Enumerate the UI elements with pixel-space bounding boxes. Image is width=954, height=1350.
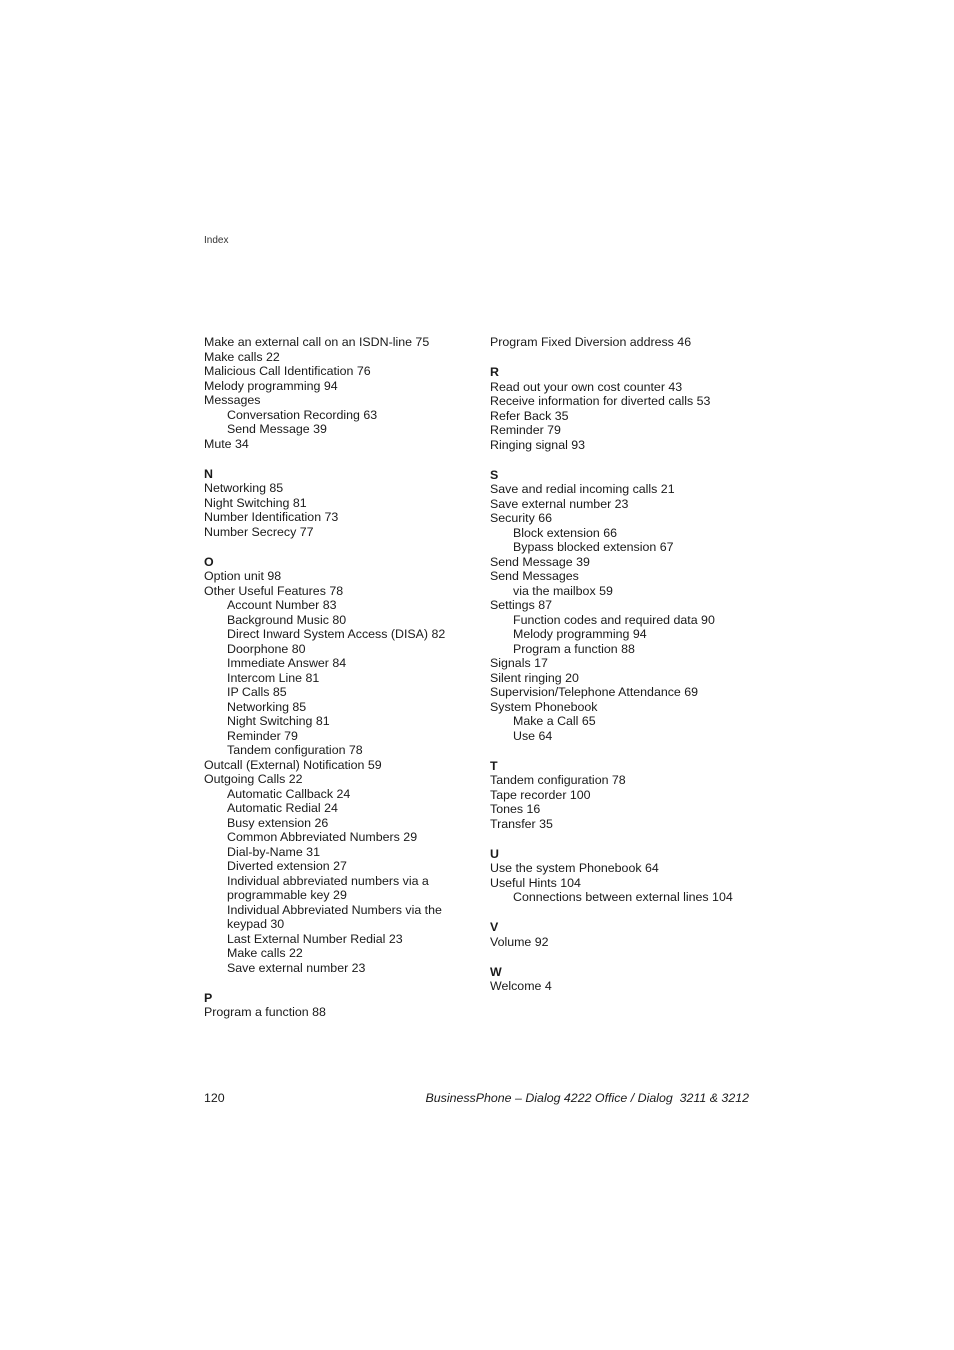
index-subentry: Doorphone 80 [227, 641, 306, 656]
index-entry: Send Messages [490, 569, 579, 583]
index-entry: Silent ringing 20 [490, 670, 579, 685]
index-letter-heading: R [490, 365, 499, 379]
index-subentry: Direct Inward System Access (DISA) 82 [227, 627, 446, 641]
index-subentry: Automatic Redial 24 [227, 801, 338, 815]
index-column-left [204, 335, 474, 1020]
index-entry: Welcome 4 [490, 979, 552, 993]
index-entry: Use the system Phonebook 64 [490, 861, 659, 875]
index-subentry: Send Message 39 [227, 422, 327, 436]
index-entry: Tones 16 [490, 802, 541, 816]
index-entry: Tape recorder 100 [490, 787, 591, 802]
index-entry: Night Switching 81 [204, 495, 307, 510]
index-entry: Messages [204, 393, 261, 407]
index-subentry: Individual Abbreviated Numbers via the keypad 30 [227, 902, 442, 931]
index-entry: Make an external call on an ISDN-line 75 [204, 335, 430, 349]
index-subentry: Account Number 83 [227, 598, 337, 612]
index-entry: Send Message 39 [490, 554, 590, 569]
index-subentry: Immediate Answer 84 [227, 656, 347, 670]
index-subentry: Background Music 80 [227, 612, 347, 627]
index-subentry: Common Abbreviated Numbers 29 [227, 830, 418, 844]
index-letter-heading: P [204, 990, 213, 1005]
index-subentry: Function codes and required data 90 [513, 612, 715, 627]
index-letter-heading: U [490, 846, 499, 861]
index-entry: System Phonebook [490, 699, 598, 714]
index-letter-heading: W [490, 964, 502, 979]
index-subentry: via the mailbox 59 [513, 583, 613, 598]
index-entry: Program a function 88 [204, 1005, 326, 1019]
index-subentry: Block extension 66 [513, 525, 618, 540]
index-subentry: Program a function 88 [513, 641, 635, 656]
index-entry: Settings 87 [490, 598, 552, 612]
index-subentry: Night Switching 81 [227, 714, 330, 728]
index-entry: Receive information for diverted calls 53 [490, 394, 711, 408]
index-entry: Save external number 23 [490, 496, 629, 511]
index-entry: Save and redial incoming calls 21 [490, 482, 675, 496]
index-entry: Malicious Call Identification 76 [204, 364, 371, 378]
index-entry: Melody programming 94 [204, 378, 338, 393]
index-letter-heading: T [490, 758, 498, 773]
index-subentry: Intercom Line 81 [227, 670, 320, 685]
running-header: Index [204, 235, 229, 246]
index-entry: Reminder 79 [490, 423, 561, 437]
index-letter-heading: N [204, 466, 213, 481]
index-entry: Tandem configuration 78 [490, 773, 626, 787]
index-entry: Read out your own cost counter 43 [490, 379, 683, 394]
index-entry: Volume 92 [490, 934, 549, 949]
document-title: BusinessPhone – Dialog 4222 Office / Dialog 3211 & 3212 [425, 1091, 749, 1105]
index-subentry: Make calls 22 [227, 946, 303, 960]
index-subentry: Make a Call 65 [513, 714, 596, 728]
index-entry: Signals 17 [490, 656, 548, 670]
page-number: 120 [204, 1091, 225, 1105]
index-subentry: Connections between external lines 104 [513, 890, 733, 904]
index-entry: Outcall (External) Notification 59 [204, 757, 382, 772]
index-letter-heading: O [204, 554, 214, 569]
index-subentry: Individual abbreviated numbers via a programmable key 29 [227, 873, 429, 902]
index-subentry: Reminder 79 [227, 728, 298, 743]
index-subentry: Last External Number Redial 23 [227, 931, 403, 946]
index-subentry: Save external number 23 [227, 960, 366, 975]
index-subentry: Automatic Callback 24 [227, 786, 351, 801]
index-subentry: Networking 85 [227, 699, 307, 714]
index-entry: Useful Hints 104 [490, 875, 581, 890]
index-subentry: Melody programming 94 [513, 627, 647, 641]
index-entry: Supervision/Telephone Attendance 69 [490, 685, 699, 699]
index-subentry: Busy extension 26 [227, 815, 329, 830]
index-entry: Make calls 22 [204, 349, 280, 364]
index-entry: Number Identification 73 [204, 510, 339, 524]
index-letter-heading: V [490, 920, 499, 934]
index-entry: Number Secrecy 77 [204, 524, 314, 539]
index-column-right [490, 335, 770, 994]
index-entry: Mute 34 [204, 436, 249, 451]
index-entry: Option unit 98 [204, 569, 282, 583]
index-subentry: IP Calls 85 [227, 685, 287, 699]
index-subentry: Conversation Recording 63 [227, 407, 378, 422]
index-subentry: Bypass blocked extension 67 [513, 540, 674, 554]
index-entry: Program Fixed Diversion address 46 [490, 335, 692, 349]
index-entry: Other Useful Features 78 [204, 583, 344, 598]
index-entry: Transfer 35 [490, 816, 553, 831]
index-letter-heading: S [490, 467, 499, 482]
index-subentry: Use 64 [513, 728, 553, 743]
index-entry: Security 66 [490, 511, 552, 525]
index-entry: Outgoing Calls 22 [204, 772, 303, 786]
index-entry: Refer Back 35 [490, 408, 569, 423]
index-entry: Ringing signal 93 [490, 437, 586, 452]
index-subentry: Tandem configuration 78 [227, 743, 363, 757]
index-entry: Networking 85 [204, 481, 284, 495]
index-subentry: Dial-by-Name 31 [227, 844, 320, 859]
index-subentry: Diverted extension 27 [227, 859, 347, 873]
